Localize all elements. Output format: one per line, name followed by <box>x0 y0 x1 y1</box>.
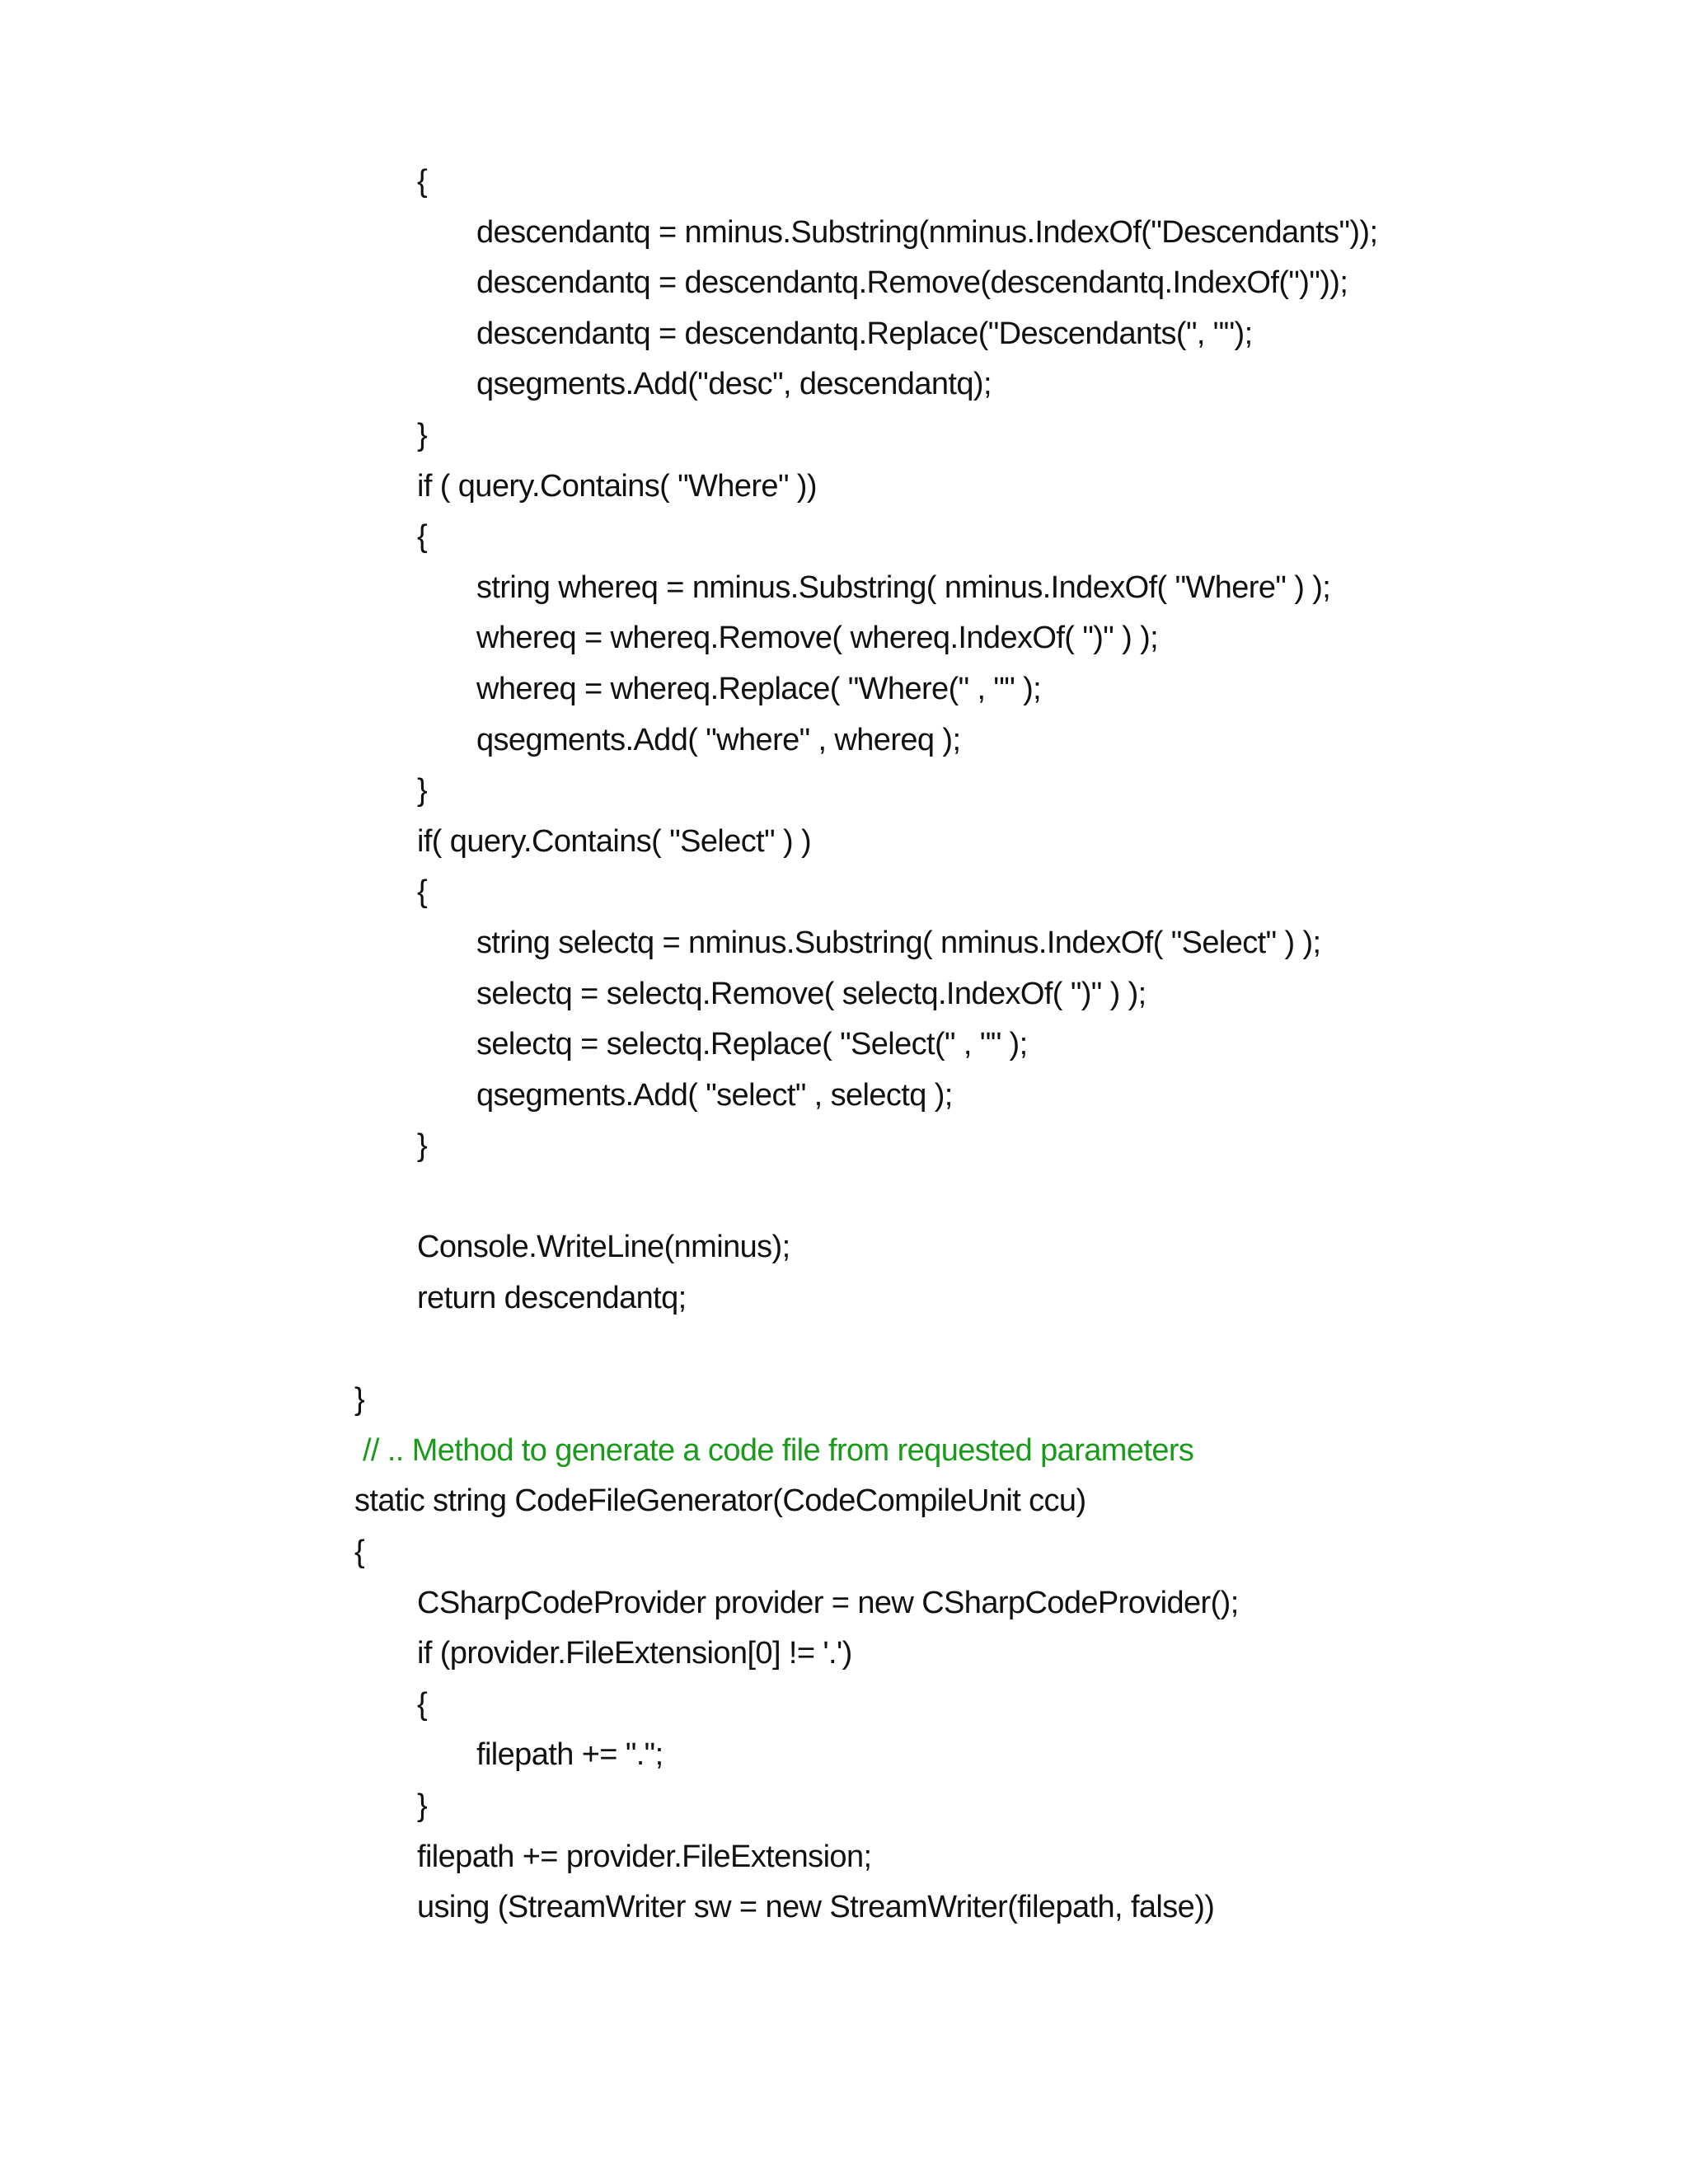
code-line: filepath += provider.FileExtension; <box>417 1839 872 1874</box>
code-line: string whereq = nminus.Substring( nminus.IndexOf( "Where" ) ); <box>476 569 1331 605</box>
code-line: whereq = whereq.Remove( whereq.IndexOf( ")" ) ); <box>476 621 1159 656</box>
code-line: { <box>417 519 428 555</box>
code-line: Console.WriteLine(nminus); <box>417 1230 790 1265</box>
code-line: if ( query.Contains( "Where" )) <box>417 468 817 504</box>
code-line: if( query.Contains( "Select" ) ) <box>417 823 812 859</box>
code-line: descendantq = descendantq.Replace("Descendants(", ""); <box>476 316 1253 351</box>
code-line: { <box>417 164 428 199</box>
code-line: { <box>354 1535 365 1570</box>
code-line: } <box>417 1788 428 1823</box>
code-line: } <box>417 773 428 808</box>
code-line: descendantq = descendantq.Remove(descendantq.IndexOf(")")); <box>476 265 1348 301</box>
code-line: } <box>417 1128 428 1164</box>
code-line: using (StreamWriter sw = new StreamWriter(filepath, false)) <box>417 1890 1215 1925</box>
code-line: { <box>417 874 428 910</box>
code-line: selectq = selectq.Replace( "Select(" , "" ); <box>476 1027 1028 1062</box>
code-line: qsegments.Add( "where" , whereq ); <box>476 722 961 757</box>
code-line: whereq = whereq.Replace( "Where(" , "" ); <box>476 671 1042 706</box>
code-line: } <box>417 417 428 452</box>
code-line: string selectq = nminus.Substring( nminus.IndexOf( "Select" ) ); <box>476 925 1321 960</box>
code-line: qsegments.Add( "select" , selectq ); <box>476 1077 953 1113</box>
code-line: CSharpCodeProvider provider = new CSharpCodeProvider(); <box>417 1585 1239 1620</box>
code-line: { <box>417 1686 428 1722</box>
code-listing <box>354 157 1591 1933</box>
code-line: filepath += "."; <box>476 1737 663 1773</box>
code-line: if (provider.FileExtension[0] != '.') <box>417 1636 852 1671</box>
code-line: } <box>354 1382 365 1418</box>
code-comment-line: // .. Method to generate a code file from requested parameters <box>354 1432 1194 1468</box>
code-line: static string CodeFileGenerator(CodeCompileUnit ccu) <box>354 1483 1086 1519</box>
code-line: qsegments.Add("desc", descendantq); <box>476 367 992 402</box>
code-line: selectq = selectq.Remove( selectq.IndexOf( ")" ) ); <box>476 976 1146 1011</box>
blank-line <box>354 1324 1591 1376</box>
code-line: return descendantq; <box>417 1281 687 1316</box>
blank-line <box>354 1172 1591 1223</box>
code-line: descendantq = nminus.Substring(nminus.IndexOf("Descendants")); <box>476 214 1378 250</box>
